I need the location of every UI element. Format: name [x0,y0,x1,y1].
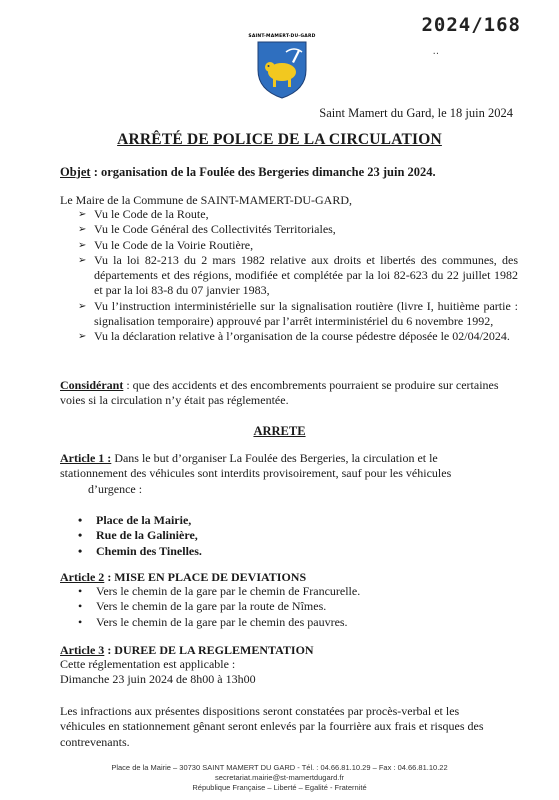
article-3-text [60,657,256,688]
article-1-body: Dans le but d’organiser La Foulée des Bergeries, la circulation et le stationnement des véhicules sont interdits provisoirement, sauf pour les véhicules [60,451,452,481]
street-name: Chemin des Tinelles. [96,543,202,558]
article-3-label: Article 3 [60,643,105,657]
vu-item-text: Vu la déclaration relative à l’organisation de la course pédestre déposée le 02/04/2024. [94,329,510,344]
considerant-paragraph [60,378,500,409]
vu-item-text: Vu le Code de la Route, [94,207,209,221]
deviation-text: Vers le chemin de la gare par la route de Nîmes. [96,599,327,614]
vu-item [78,207,518,222]
objet-line [60,165,436,180]
closed-streets-list [78,513,202,559]
footer [0,763,559,793]
vu-list [78,207,518,345]
arrow-bullet-icon: ➢ [78,224,87,236]
vu-item-text: Vu le Code Général des Collectivités Territoriales, [94,222,336,237]
arrete-heading: ARRETE [253,424,306,438]
article-3-line: Cette réglementation est applicable : [60,657,236,671]
vu-item-text: Vu le Code de la Voirie Routière, [94,237,254,252]
objet-text: : organisation de la Foulée des Bergeries dimanche 23 juin 2024. [90,165,436,179]
bullet-icon: • [78,614,83,629]
municipal-crest [246,34,318,105]
list-item [78,544,202,559]
mayor-intro: Le Maire de la Commune de SAINT-MAMERT-DU-GARD, [60,193,353,207]
vu-item-text: Vu la loi 82-213 du 2 mars 1982 relative aux droits et libertés des communes, des départements et des régions, modifiée et complétée par la loi 82-623 du 22 juillet 1982 et par la loi 83-8 du 07 janvier 1983, [94,252,518,298]
shield-sheep-icon [246,40,318,100]
deviations-list [78,584,360,630]
considerant-label: Considérant [60,378,124,392]
article-3-heading [60,643,314,658]
bullet-icon: • [78,599,83,614]
document-reference-number: 2024/168 [421,14,521,36]
list-item [78,599,360,614]
list-item [78,584,360,599]
footer-motto: République Française – Liberté – Egalité - Fraternité [192,783,367,792]
bullet-icon: • [78,528,83,543]
article-3-line: Dimanche 23 juin 2024 de 8h00 à 13h00 [60,672,256,687]
vu-item [78,329,518,344]
article-1-text [60,451,500,482]
article-3-title: : DUREE DE LA REGLEMENTATION [104,643,314,657]
bullet-icon: • [78,513,83,527]
list-item [78,615,360,630]
vu-item [78,222,518,237]
street-name: Place de la Mairie, [96,513,192,527]
bullet-icon: • [78,543,83,558]
street-name: Rue de la Galinière, [96,528,198,543]
article-2-label: Article 2 [60,570,105,584]
objet-label: Objet [60,165,91,179]
vu-item [78,299,518,330]
article-1 [60,451,500,497]
deviation-text: Vers le chemin de la gare par le chemin de Francurelle. [96,584,361,598]
article-1-continuation: d’urgence : [88,481,143,496]
document-title: ARRÊTÉ DE POLICE DE LA CIRCULATION [117,131,442,148]
article-1-label: Article 1 : [60,451,112,465]
arrow-bullet-icon: ➢ [78,254,87,266]
vu-item [78,253,518,299]
list-item [78,528,202,543]
place-and-date: Saint Mamert du Gard, le 18 juin 2024 [319,106,513,120]
infractions-paragraph: Les infractions aux présentes dispositions seront constatées par procès-verbal et les véhicules en stationnement gênant seront enlevés par la fourrière aux frais et risques des contrevenants. [60,704,484,749]
deviation-text: Vers le chemin de la gare par le chemin des pauvres. [96,614,348,629]
handwritten-mark: .. [432,46,439,57]
vu-item [78,238,518,253]
article-2-heading [60,570,306,585]
arrow-bullet-icon: ➢ [78,209,87,220]
footer-email: secretariat.mairie@st-mamertdugard.fr [215,773,344,782]
article-2-title: : MISE EN PLACE DE DEVIATIONS [104,570,307,584]
arrow-bullet-icon: ➢ [78,239,87,251]
list-item [78,513,202,528]
vu-item-text: Vu l’instruction interministérielle sur la signalisation routière (livre I, huitième partie : signalisation temporaire) approuvé par l’arrêt interministériel du 6 novembre 1992, [94,298,518,329]
arrow-bullet-icon: ➢ [78,331,87,343]
bullet-icon: • [78,584,83,598]
crest-title: SAINT-MAMERT-DU-GARD [248,34,316,39]
considerant-text: : que des accidents et des encombrements pourraient se produire sur certaines voies si la circulation n’y était pas réglementée. [60,378,499,408]
arrow-bullet-icon: ➢ [78,300,87,312]
footer-address: Place de la Mairie – 30730 SAINT MAMERT DU GARD - Tél. : 04.66.81.10.29 – Fax : 04.66.81.10.22 [111,763,448,772]
